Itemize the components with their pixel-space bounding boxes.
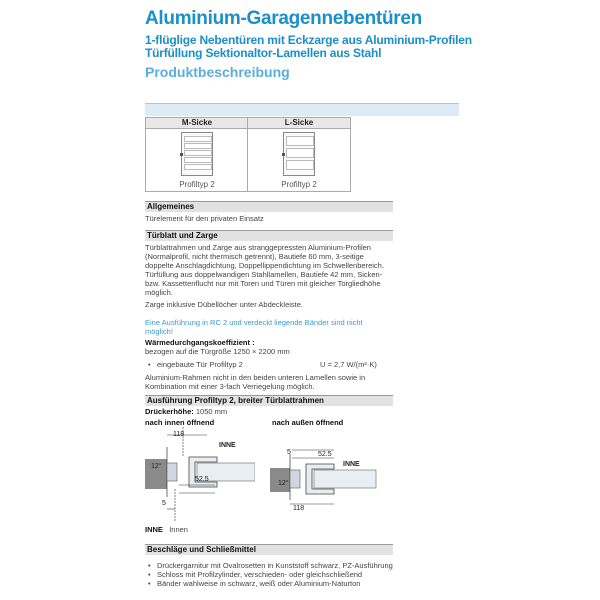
allgemeines-heading: Allgemeines — [145, 201, 393, 212]
tuerblatt-note: Eine Ausführung in RC 2 und verdeckt liegende Bänder sind nicht möglich! — [145, 318, 363, 336]
section-bar — [145, 103, 459, 116]
page-title: Aluminium-Garagennebentüren — [145, 8, 422, 29]
list-item: • Schloss mit Profilzylinder, verschieden- oder gleichschließend — [157, 570, 393, 579]
right-dim-3: 118 — [293, 505, 305, 512]
tuerblatt-p2: Zarge inklusive Dübellöcher unter Abdeckleiste. — [145, 300, 304, 309]
subtitle-2: Türfüllung Sektionaltor-Lamellen aus Stahl — [145, 46, 382, 60]
subtitle-1: 1-flüglige Nebentüren mit Eckzarge aus Aluminium-Profilen — [145, 33, 472, 47]
beschlaege-heading: Beschläge und Schließmittel — [145, 544, 393, 555]
right-inne: INNE — [343, 461, 360, 468]
right-angle: 12° — [278, 480, 289, 487]
left-diagram-title: nach innen öffnend — [145, 418, 215, 427]
coeff-value: U = 2,7 W/(m²·K) — [320, 360, 377, 369]
coeff-title: Wärmedurchgangskoeffizient : — [145, 338, 255, 347]
coeff-ref: bezogen auf die Türgröße 1250 × 2200 mm — [145, 347, 290, 356]
legend-value: Innen — [169, 525, 188, 534]
section-title: Produktbeschreibung — [145, 64, 290, 80]
right-dim-2: 52.5 — [318, 451, 332, 458]
left-dim-3: 5 — [162, 500, 166, 507]
allgemeines-text: Türelement für den privaten Einsatz — [145, 214, 264, 223]
variant-l-sicke — [247, 117, 351, 192]
legend-key: INNE — [145, 525, 163, 534]
right-diagram-title: nach außen öffnend — [272, 418, 344, 427]
left-section-diagram — [145, 427, 255, 522]
tuerblatt-p1: Türblattrahmen und Zarge aus stranggepressten Aluminium-Profilen (Normalprofil, nicht thermisch getrennt), Bautiefe 60 mm, 3-seitige doppelte Anschlagdichtung, Doppellippendichtung im Schwellenbereich. Türfüllung aus doppelwandigen Stahllamellen, Bautiefe 42 mm, Sicken- bzw. Kassettenflucht nur mit Toren und Türen mit gleicher Torgliedhöhe möglich. — [145, 243, 384, 297]
legend — [145, 525, 393, 534]
coeff-item: • eingebaute Tür Profiltyp 2 — [157, 360, 393, 369]
drueckerhoehe-label: Drückerhöhe: — [145, 407, 194, 416]
variant-m-sicke — [145, 117, 249, 192]
list-item: • Drückergarnitur mit Ovalrosetten in Kunststoff schwarz, PZ-Ausführung — [157, 561, 393, 570]
left-dim-2: 52.5 — [195, 476, 209, 483]
door-illustration — [283, 132, 315, 176]
door-illustration — [181, 132, 213, 176]
tuerblatt-heading: Türblatt und Zarge — [145, 230, 393, 241]
beschlaege-list — [145, 561, 393, 588]
left-dim-1: 118 — [173, 431, 185, 438]
tuerblatt-p3: Aluminium-Rahmen nicht in den beiden unteren Lamellen sowie in Kombination mit einer 3-fach Verriegelung möglich. — [145, 373, 366, 391]
right-dim-1: 5 — [287, 449, 291, 456]
list-item: • Bänder wahlweise in schwarz, weiß oder Aluminium-Naturton — [157, 579, 393, 588]
drueckerhoehe — [145, 407, 393, 416]
ausfuehrung-heading: Ausführung Profiltyp 2, breiter Türblattrahmen — [145, 395, 393, 406]
variant-header: M-Sicke — [146, 118, 248, 129]
variant-caption: Profiltyp 2 — [179, 180, 215, 189]
left-angle: 12° — [151, 463, 162, 470]
left-inne: INNE — [219, 442, 236, 449]
variant-caption: Profiltyp 2 — [281, 180, 317, 189]
variant-header: L-Sicke — [248, 118, 350, 129]
drueckerhoehe-value: 1050 mm — [195, 407, 228, 416]
